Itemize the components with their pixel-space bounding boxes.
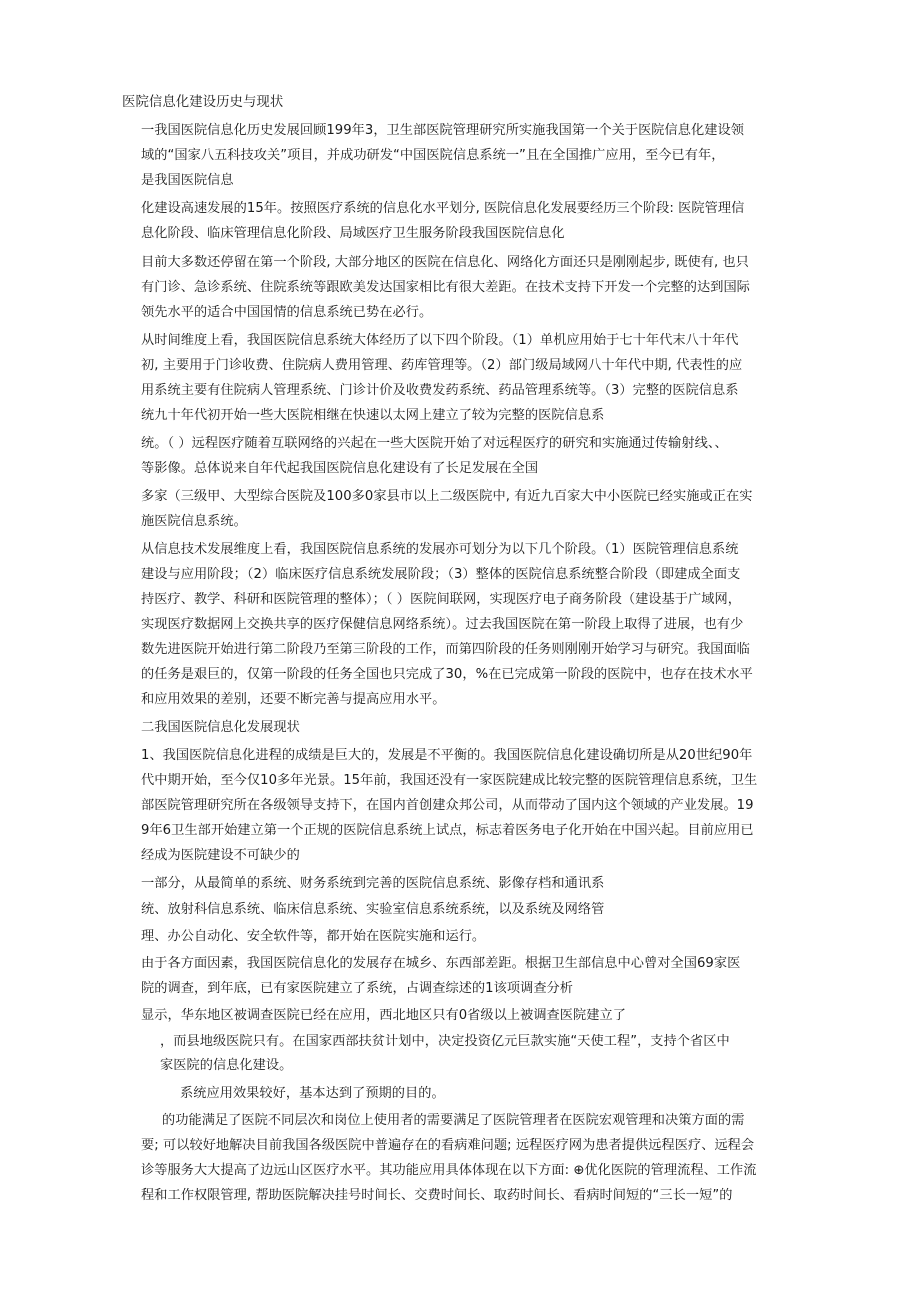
paragraph-line: 初, 主要用于门诊收费、住院病人费用管理、药库管理等。（2）部门级局域网八十年代中期, 代表性的应 [141, 358, 743, 373]
paragraph-line: 家医院的信息化建设。 [160, 1058, 293, 1073]
paragraph-line: 化建设高速发展的15年。按照医疗系统的信息化水平划分, 医院信息化发展要经历三个阶段: 医院管理信 [141, 201, 745, 216]
paragraph-line: ，而县地级医院只有。在国家西部扶贫计划中，决定投资亿元巨款实施“天使工程”，支持个省区中 [160, 1034, 730, 1049]
paragraph-line: 持医疗、教学、科研和医院管理的整体）；（ ）医院间联网，实现医疗电子商务阶段（建设基于广域网， [141, 592, 741, 607]
paragraph-line: 目前大多数还停留在第一个阶段, 大部分地区的医院在信息化、网络化方面还只是刚刚起步, 既使有, 也只 [141, 255, 749, 270]
paragraph-line: 建设与应用阶段；（2）临床医疗信息系统发展阶段；（3）整体的医院信息系统整合阶段（即建成全面支 [141, 567, 741, 582]
paragraph-line: 领先水平的适合中国国情的信息系统已势在必行。 [141, 305, 433, 320]
paragraph-line: 统、放射科信息系统、临床信息系统、实验室信息系统系统，以及系统及网络管 [141, 902, 605, 917]
paragraph-line: 1、我国医院信息化进程的成绩是巨大的，发展是不平衡的。我国医院信息化建设确切所是从20世纪90年 [141, 748, 753, 763]
paragraph-line: 要; 可以较好地解决目前我国各级医院中普遍存在的看病难问题; 远程医疗网为患者提供远程医疗、远程会 [141, 1138, 755, 1153]
paragraph-line: 从信息技术发展维度上看，我国医院信息系统的发展亦可划分为以下几个阶段。（1）医院管理信息系统 [141, 542, 739, 557]
paragraph-line: 经成为医院建设不可缺少的 [141, 848, 300, 863]
paragraph-line: 数先进医院开始进行第二阶段乃至第三阶段的工作，而第四阶段的任务则刚刚开始学习与研究。我国面临 [141, 642, 750, 657]
paragraph-line: 统九十年代初开始一些大医院相继在快速以太网上建立了较为完整的医院信息系 [141, 408, 605, 423]
paragraph-line: 9年6卫生部开始建立第一个正规的医院信息系统上试点，标志着医务电子化开始在中国兴起。目前应用已 [141, 823, 754, 838]
paragraph-line: 统。（ ）远程医疗随着互联网络的兴起在一些大医院开始了对远程医疗的研究和实施通过传输射线、、 [141, 436, 728, 451]
paragraph-line: 系统应用效果较好，基本达到了预期的目的。 [180, 1086, 445, 1101]
paragraph-line: 从时间维度上看，我国医院信息系统大体经历了以下四个阶段。（1）单机应用始于七十年代末八十年代 [141, 333, 739, 348]
section-heading: 二我国医院信息化发展现状 [141, 720, 300, 735]
paragraph-line: 理、办公自动化、安全软件等，都开始在医院实施和运行。 [141, 929, 486, 944]
paragraph-line: 用系统主要有住院病人管理系统、门诊计价及收费发药系统、药品管理系统等。（3）完整的医院信息系 [141, 383, 739, 398]
paragraph-line: 一我国医院信息化历史发展回顾199年3，卫生部医院管理研究所实施我国第一个关于医院信息化建设领 [141, 123, 744, 138]
paragraph-line: 的功能满足了医院不同层次和岗位上使用者的需要满足了医院管理者在医院宏观管理和决策方面的需 [162, 1113, 745, 1128]
document-title: 医院信息化建设历史与现状 [122, 95, 284, 110]
paragraph-line: 院的调查，到年底，已有家医院建立了系统，占调查综述的1该项调查分析 [141, 981, 574, 996]
paragraph-line: 一部分，从最简单的系统、财务系统到完善的医院信息系统、影像存档和通讯系 [141, 876, 605, 891]
paragraph-line: 有门诊、急诊系统、住院系统等跟欧美发达国家相比有很大差距。在技术支持下开发一个完整的达到国际 [141, 280, 750, 295]
paragraph-line: 和应用效果的差别，还要不断完善与提高应用水平。 [141, 692, 446, 707]
paragraph-line: 实现医疗数据网上交换共享的医疗保健信息网络系统）。过去我国医院在第一阶段上取得了进展，也有少 [141, 617, 744, 632]
paragraph-line: 是我国医院信息 [141, 173, 234, 188]
paragraph-line: 息化阶段、临床管理信息化阶段、局域医疗卫生服务阶段我国医院信息化 [141, 226, 565, 241]
paragraph-line: 等影像。总体说来自年代起我国医院信息化建设有了长足发展在全国 [141, 461, 539, 476]
paragraph-line: 代中期开始，至今仅10多年光景。15年前，我国还没有一家医院建成比较完整的医院管理信息系统，卫生 [141, 773, 758, 788]
paragraph-line: 域的“国家八五科技攻关”项目，并成功研发“中国医院信息系统一”且在全国推广应用，至今已有年， [141, 148, 725, 163]
paragraph-line: 诊等服务大大提高了边远山区医疗水平。其功能应用具体体现在以下方面: ⊕优化医院的管理流程、工作流 [141, 1163, 757, 1178]
paragraph-line: 的任务是艰巨的，仅第一阶段的任务全国也只完成了30，%在已完成第一阶段的医院中，也存在技术水平 [141, 667, 753, 682]
paragraph-line: 施医院信息系统。 [141, 514, 247, 529]
paragraph-line: 部医院管理研究所在各级领导支持下，在国内首创建众邦公司，从而带动了国内这个领域的产业发展。19 [141, 798, 754, 813]
paragraph-line: 显示，华东地区被调查医院已经在应用，西北地区只有0省级以上被调查医院建立了 [141, 1008, 626, 1023]
paragraph-line: 程和工作权限管理, 帮助医院解决挂号时间长、交费时间长、取药时间长、看病时间短的“三长一短”的 [141, 1188, 733, 1203]
paragraph-line: 由于各方面因素，我国医院信息化的发展存在城乡、东西部差距。根据卫生部信息中心曾对全国69家医 [141, 956, 741, 971]
paragraph-line: 多家（三级甲、大型综合医院及100多0家县市以上二级医院中, 有近九百家大中小医院已经实施或正在实 [141, 489, 753, 504]
